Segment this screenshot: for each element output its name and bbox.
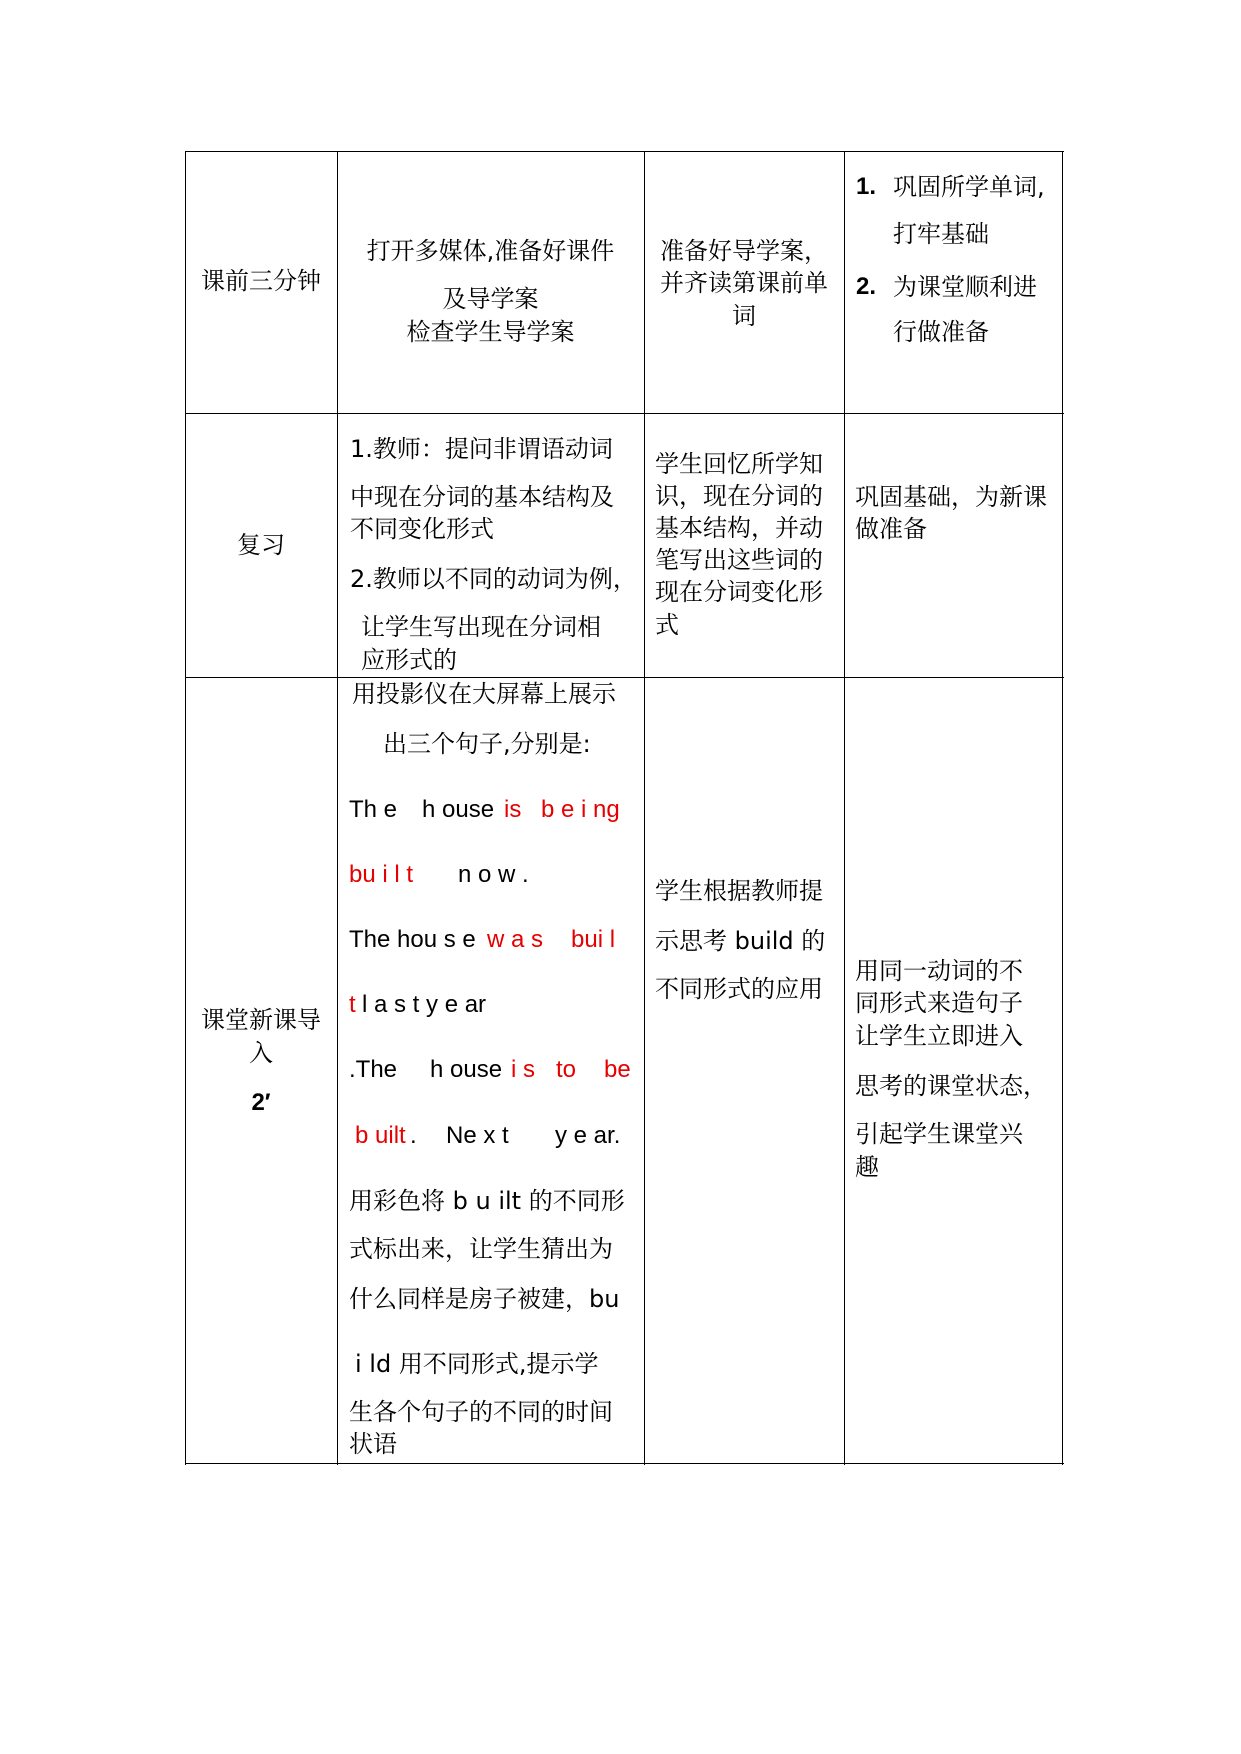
- sentence-word: The hou s e: [349, 926, 476, 953]
- table-border: [1062, 151, 1063, 1465]
- teacher-line: 出三个句子,分别是:: [383, 730, 591, 758]
- stage-cell: 复习: [237, 531, 285, 559]
- teacher-line: 用彩色将 b u ilt 的不同形: [349, 1187, 625, 1215]
- highlighted-word: bu i l t: [349, 861, 414, 888]
- sentence-word: l a s t y e ar: [362, 991, 487, 1018]
- sentence-word: .The: [349, 1056, 398, 1083]
- teacher-line: 状语: [349, 1430, 397, 1458]
- purpose-line: 巩固基础，为新课: [855, 483, 1047, 511]
- student-line: 现在分词变化形: [655, 578, 823, 606]
- table-border: [185, 677, 1064, 678]
- teacher-line: 应形式的: [361, 646, 457, 674]
- student-line: 式: [655, 611, 679, 639]
- highlighted-word: b uilt: [355, 1122, 406, 1149]
- sentence-word: h ouse: [430, 1056, 503, 1083]
- purpose-line: 用同一动词的不: [855, 957, 1023, 985]
- purpose-line: 做准备: [855, 515, 927, 543]
- teacher-line: 式标出来，让学生猜出为: [349, 1235, 613, 1263]
- teacher-line: 1.教师：提问非谓语动词: [350, 435, 613, 463]
- teacher-line: 打开多媒体,准备好课件: [366, 237, 615, 265]
- student-line: 基本结构，并动: [655, 514, 823, 542]
- table-border: [185, 151, 186, 1465]
- list-number: 1.: [856, 173, 877, 200]
- highlighted-word: is: [504, 796, 522, 823]
- highlighted-word: w a s: [487, 926, 544, 953]
- sentence-word: .: [410, 1122, 417, 1149]
- highlighted-word: to: [556, 1056, 577, 1083]
- teacher-line: 什么同样是房子被建，bu: [349, 1285, 620, 1313]
- student-line: 学生回忆所学知: [655, 450, 823, 478]
- table-border: [185, 151, 1064, 152]
- student-line: 识，现在分词的: [655, 482, 823, 510]
- teacher-line: 检查学生导学案: [406, 318, 575, 346]
- purpose-line: 巩固所学单词,: [893, 173, 1045, 201]
- teacher-line: 中现在分词的基本结构及: [350, 483, 614, 511]
- table-border: [185, 413, 1064, 414]
- sentence-word: y e ar.: [555, 1122, 621, 1149]
- sentence-word: Ne x t: [446, 1122, 509, 1149]
- highlighted-word: b e i ng: [541, 796, 620, 823]
- purpose-line: 让学生立即进入: [855, 1022, 1023, 1050]
- purpose-line: 为课堂顺利进: [893, 273, 1037, 301]
- sentence-word: h ouse: [422, 796, 495, 823]
- teacher-line: 用投影仪在大屏幕上展示: [352, 680, 616, 708]
- list-number: 2.: [856, 273, 877, 300]
- teacher-line: 让学生写出现在分词相: [361, 613, 601, 641]
- student-line: 准备好导学案，: [660, 237, 828, 265]
- sentence-word: Th e: [349, 796, 398, 823]
- highlighted-word: be: [604, 1056, 631, 1083]
- highlighted-word: i s: [511, 1056, 535, 1083]
- student-line: 笔写出这些词的: [655, 546, 823, 574]
- stage-cell: 课前三分钟: [201, 267, 321, 295]
- teacher-line: i ld 用不同形式,提示学: [355, 1350, 599, 1378]
- stage-cell: 课堂新课导: [201, 1006, 321, 1034]
- purpose-line: 同形式来造句子: [855, 989, 1023, 1017]
- teacher-line: 及导学案: [442, 285, 539, 313]
- table-border: [185, 1463, 1064, 1464]
- student-line: 并齐读第课前单: [660, 269, 828, 297]
- student-line: 不同形式的应用: [655, 975, 823, 1003]
- teacher-line: 不同变化形式: [350, 515, 494, 543]
- purpose-line: 打牢基础: [893, 220, 989, 248]
- teacher-line: 2.教师以不同的动词为例，: [350, 565, 637, 593]
- table-border: [644, 151, 645, 1465]
- stage-duration: 2′: [251, 1089, 271, 1116]
- table-border: [844, 151, 845, 1465]
- purpose-line: 引起学生课堂兴: [855, 1120, 1023, 1148]
- highlighted-word: t: [349, 991, 356, 1018]
- lesson-plan-table: [185, 151, 1064, 1465]
- table-border: [337, 151, 338, 1465]
- student-line: 词: [732, 302, 756, 330]
- stage-cell: 入: [249, 1039, 273, 1067]
- highlighted-word: bui l: [571, 926, 616, 953]
- student-line: 示思考 build 的: [655, 927, 826, 955]
- purpose-line: 行做准备: [893, 318, 989, 346]
- student-line: 学生根据教师提: [655, 877, 823, 905]
- purpose-line: 思考的课堂状态，: [855, 1072, 1047, 1100]
- purpose-line: 趣: [855, 1153, 879, 1181]
- teacher-line: 生各个句子的不同的时间: [349, 1398, 613, 1426]
- sentence-word: n o w .: [458, 861, 529, 888]
